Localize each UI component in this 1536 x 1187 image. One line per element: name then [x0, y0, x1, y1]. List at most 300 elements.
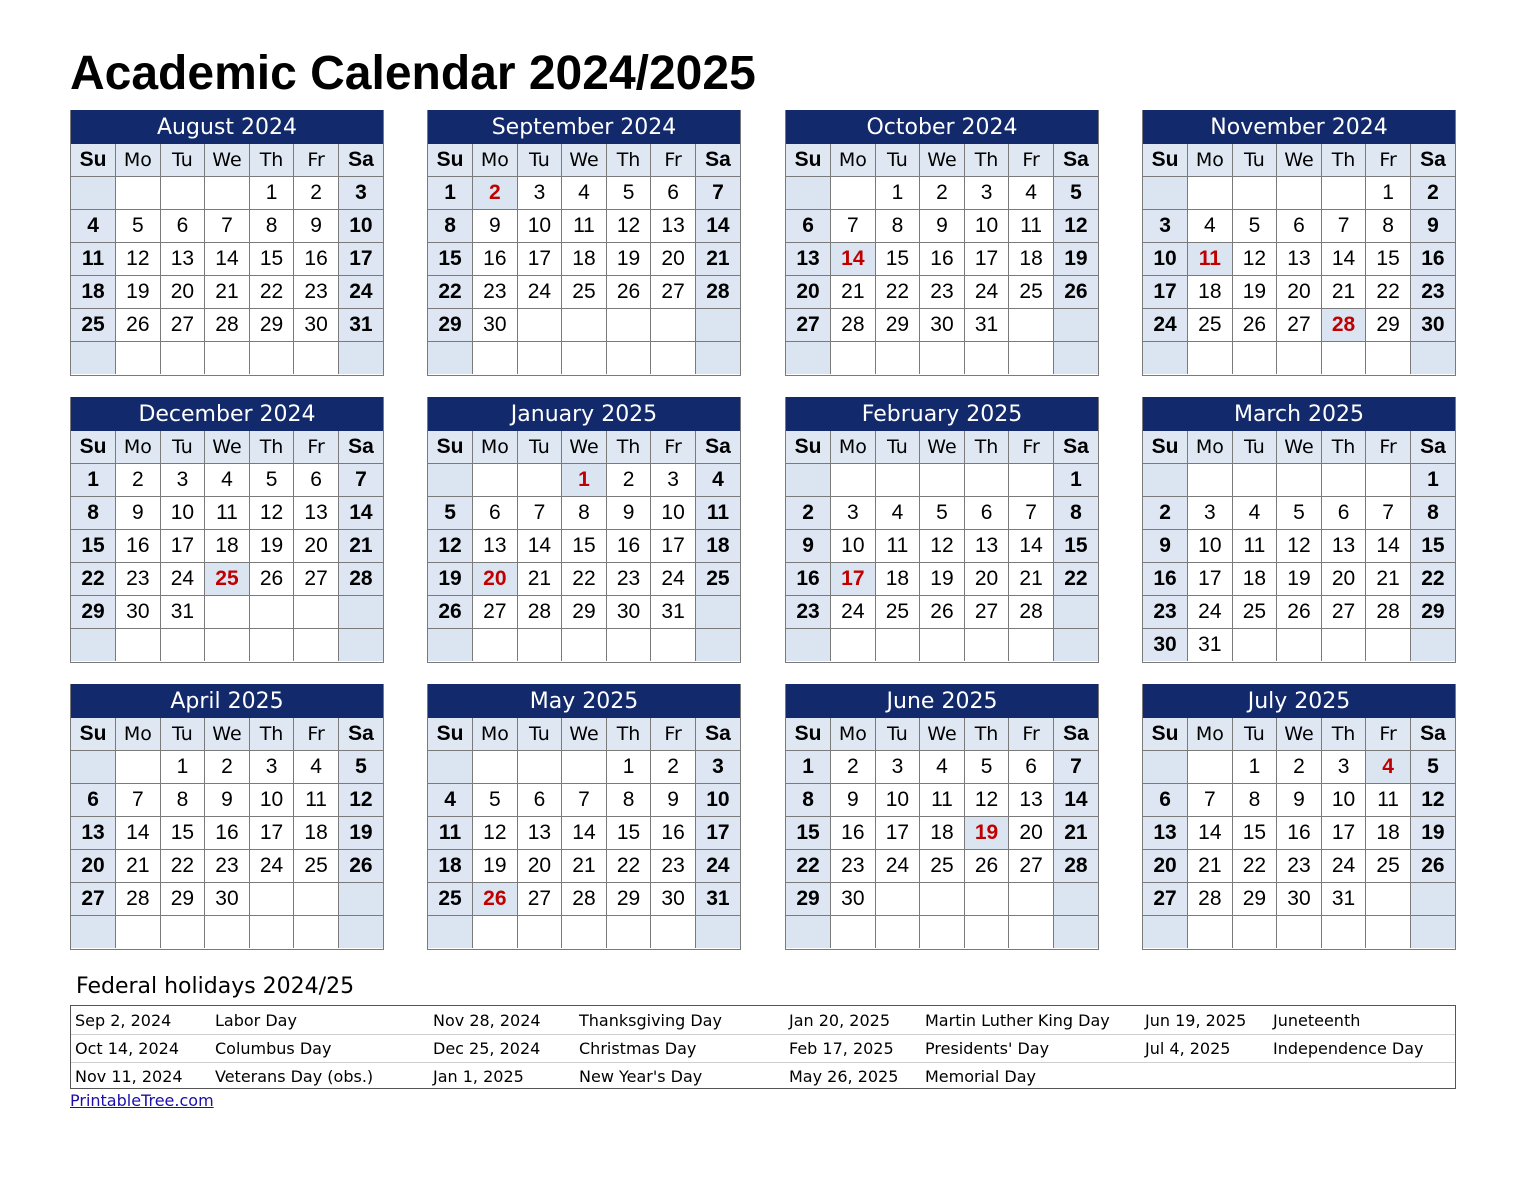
empty-day-cell: [964, 916, 1009, 949]
weekday-header: Tu: [875, 144, 920, 177]
day-cell: 28: [831, 309, 876, 342]
empty-day-cell: [160, 177, 205, 210]
day-cell: 7: [1053, 751, 1098, 784]
day-cell: 2: [920, 177, 965, 210]
day-cell: 15: [606, 817, 651, 850]
day-cell: 18: [562, 243, 607, 276]
day-cell: 25: [294, 850, 339, 883]
empty-day-cell: [1188, 751, 1233, 784]
empty-day-cell: [71, 629, 116, 662]
empty-day-cell: [473, 342, 518, 375]
weekday-header: Th: [964, 718, 1009, 751]
day-cell: 19: [964, 817, 1009, 850]
weekday-header: Fr: [651, 718, 696, 751]
day-cell: 4: [1366, 751, 1411, 784]
day-cell: 19: [1232, 276, 1277, 309]
empty-day-cell: [1321, 177, 1366, 210]
day-cell: 19: [606, 243, 651, 276]
weekday-header: Th: [964, 144, 1009, 177]
day-cell: 3: [249, 751, 294, 784]
holiday-name: Independence Day: [1273, 1039, 1424, 1058]
holiday-column: [789, 1006, 1129, 1090]
day-cell: 22: [606, 850, 651, 883]
empty-day-cell: [160, 629, 205, 662]
day-cell: 4: [1232, 497, 1277, 530]
day-cell: 31: [1321, 883, 1366, 916]
holiday-name: Christmas Day: [579, 1039, 697, 1058]
weekday-header: Fr: [1366, 144, 1411, 177]
day-cell: 28: [1321, 309, 1366, 342]
day-cell: 26: [473, 883, 518, 916]
holiday-date: Jan 20, 2025: [789, 1011, 890, 1030]
day-cell: 2: [651, 751, 696, 784]
day-cell: 17: [338, 243, 383, 276]
day-cell: 11: [1232, 530, 1277, 563]
weekday-header: Tu: [1232, 431, 1277, 464]
weekday-header: We: [562, 718, 607, 751]
day-cell: 4: [875, 497, 920, 530]
day-cell: 16: [920, 243, 965, 276]
day-cell: 5: [606, 177, 651, 210]
day-cell: 28: [1188, 883, 1233, 916]
day-cell: 17: [651, 530, 696, 563]
day-cell: 25: [1009, 276, 1054, 309]
day-cell: 8: [606, 784, 651, 817]
day-cell: 11: [920, 784, 965, 817]
month-title: February 2025: [786, 397, 1098, 431]
weekday-header: We: [1277, 431, 1322, 464]
weekday-header: Su: [786, 144, 831, 177]
empty-day-cell: [1009, 916, 1054, 949]
empty-day-cell: [294, 883, 339, 916]
holiday-name: Labor Day: [215, 1011, 297, 1030]
day-cell: 29: [875, 309, 920, 342]
day-cell: 31: [160, 596, 205, 629]
day-cell: 6: [964, 497, 1009, 530]
empty-day-cell: [1053, 309, 1098, 342]
day-cell: 26: [920, 596, 965, 629]
day-cell: 15: [1410, 530, 1455, 563]
day-cell: 27: [1009, 850, 1054, 883]
day-cell: 28: [1366, 596, 1411, 629]
holiday-name: Thanksgiving Day: [579, 1011, 722, 1030]
empty-day-cell: [249, 342, 294, 375]
month-calendar: [70, 684, 384, 950]
day-cell: 12: [1410, 784, 1455, 817]
weekday-header: Su: [71, 431, 116, 464]
weekday-header: Tu: [517, 144, 562, 177]
day-cell: 20: [71, 850, 116, 883]
day-cell: 8: [1366, 210, 1411, 243]
empty-day-cell: [71, 177, 116, 210]
day-cell: 9: [1143, 530, 1188, 563]
weekday-header: We: [205, 144, 250, 177]
day-cell: 7: [205, 210, 250, 243]
day-cell: 29: [249, 309, 294, 342]
day-cell: 20: [651, 243, 696, 276]
month-calendar: [785, 110, 1099, 376]
day-cell: 20: [160, 276, 205, 309]
day-cell: 18: [875, 563, 920, 596]
day-cell: 13: [160, 243, 205, 276]
weekday-header: We: [1277, 144, 1322, 177]
weekday-header: Mo: [473, 718, 518, 751]
empty-day-cell: [786, 916, 831, 949]
day-cell: 2: [831, 751, 876, 784]
day-cell: 2: [473, 177, 518, 210]
day-cell: 31: [695, 883, 740, 916]
weekday-header: We: [562, 144, 607, 177]
holiday-row: [433, 1006, 773, 1034]
day-cell: 27: [294, 563, 339, 596]
empty-day-cell: [294, 629, 339, 662]
empty-day-cell: [1188, 916, 1233, 949]
weekday-header: Th: [249, 431, 294, 464]
month-title: April 2025: [71, 684, 383, 718]
month-calendar: [1142, 684, 1456, 950]
weekday-header: Mo: [116, 431, 161, 464]
day-cell: 14: [517, 530, 562, 563]
empty-day-cell: [786, 464, 831, 497]
day-cell: 8: [562, 497, 607, 530]
empty-day-cell: [338, 629, 383, 662]
weekday-header: Tu: [160, 431, 205, 464]
day-cell: 12: [1277, 530, 1322, 563]
day-cell: 19: [1053, 243, 1098, 276]
month-title: June 2025: [786, 684, 1098, 718]
weekday-header: Sa: [695, 431, 740, 464]
day-cell: 12: [606, 210, 651, 243]
holidays-table: [70, 1005, 1456, 1089]
day-cell: 2: [606, 464, 651, 497]
day-cell: 5: [428, 497, 473, 530]
day-cell: 22: [1410, 563, 1455, 596]
empty-day-cell: [1053, 916, 1098, 949]
day-cell: 18: [71, 276, 116, 309]
empty-day-cell: [294, 342, 339, 375]
day-cell: 30: [1143, 629, 1188, 662]
day-cell: 26: [1277, 596, 1322, 629]
day-cell: 30: [651, 883, 696, 916]
day-cell: 10: [875, 784, 920, 817]
weekday-header: Su: [71, 144, 116, 177]
day-cell: 1: [71, 464, 116, 497]
day-cell: 1: [1366, 177, 1411, 210]
weekday-header: Mo: [1188, 431, 1233, 464]
empty-day-cell: [160, 916, 205, 949]
day-cell: 26: [1053, 276, 1098, 309]
month-calendar: [427, 397, 741, 663]
day-cell: 24: [249, 850, 294, 883]
day-cell: 17: [1188, 563, 1233, 596]
day-cell: 18: [695, 530, 740, 563]
day-cell: 29: [1232, 883, 1277, 916]
empty-day-cell: [473, 751, 518, 784]
holiday-row: [789, 1006, 1129, 1034]
day-cell: 23: [116, 563, 161, 596]
month-title: December 2024: [71, 397, 383, 431]
day-cell: 25: [1232, 596, 1277, 629]
day-cell: 8: [1410, 497, 1455, 530]
day-cell: 7: [1009, 497, 1054, 530]
day-cell: 17: [964, 243, 1009, 276]
day-cell: 12: [473, 817, 518, 850]
empty-day-cell: [71, 342, 116, 375]
weekday-header: Th: [606, 718, 651, 751]
weekday-header: Fr: [651, 431, 696, 464]
day-cell: 31: [964, 309, 1009, 342]
empty-day-cell: [1366, 883, 1411, 916]
day-cell: 29: [71, 596, 116, 629]
day-cell: 17: [695, 817, 740, 850]
day-cell: 5: [1410, 751, 1455, 784]
day-cell: 15: [249, 243, 294, 276]
empty-day-cell: [1232, 916, 1277, 949]
day-cell: 14: [116, 817, 161, 850]
day-cell: 16: [473, 243, 518, 276]
day-cell: 20: [473, 563, 518, 596]
empty-day-cell: [1143, 464, 1188, 497]
empty-day-cell: [562, 629, 607, 662]
day-cell: 27: [1277, 309, 1322, 342]
empty-day-cell: [517, 916, 562, 949]
empty-day-cell: [1009, 309, 1054, 342]
day-cell: 9: [606, 497, 651, 530]
empty-day-cell: [205, 177, 250, 210]
day-cell: 2: [786, 497, 831, 530]
day-cell: 15: [428, 243, 473, 276]
empty-day-cell: [786, 177, 831, 210]
day-cell: 1: [1410, 464, 1455, 497]
day-cell: 27: [1143, 883, 1188, 916]
day-cell: 22: [1366, 276, 1411, 309]
day-cell: 24: [1188, 596, 1233, 629]
day-cell: 24: [831, 596, 876, 629]
empty-day-cell: [875, 629, 920, 662]
day-cell: 4: [71, 210, 116, 243]
day-cell: 27: [964, 596, 1009, 629]
weekday-header: Su: [1143, 718, 1188, 751]
day-cell: 6: [651, 177, 696, 210]
day-cell: 19: [338, 817, 383, 850]
day-cell: 14: [205, 243, 250, 276]
day-cell: 31: [651, 596, 696, 629]
empty-day-cell: [920, 342, 965, 375]
day-cell: 19: [1410, 817, 1455, 850]
weekday-header: Su: [1143, 431, 1188, 464]
day-cell: 28: [562, 883, 607, 916]
month-calendar: [427, 110, 741, 376]
empty-day-cell: [964, 342, 1009, 375]
day-cell: 28: [205, 309, 250, 342]
day-cell: 29: [160, 883, 205, 916]
day-cell: 15: [160, 817, 205, 850]
holidays-title: Federal holidays 2024/25: [76, 974, 355, 999]
empty-day-cell: [920, 883, 965, 916]
day-cell: 10: [160, 497, 205, 530]
empty-day-cell: [1366, 629, 1411, 662]
empty-day-cell: [651, 916, 696, 949]
day-cell: 14: [831, 243, 876, 276]
day-cell: 12: [964, 784, 1009, 817]
day-cell: 21: [695, 243, 740, 276]
day-cell: 4: [205, 464, 250, 497]
month-calendar: [427, 684, 741, 950]
weekday-header: Fr: [1366, 431, 1411, 464]
weekday-header: Fr: [294, 431, 339, 464]
empty-day-cell: [1232, 464, 1277, 497]
empty-day-cell: [294, 916, 339, 949]
day-cell: 29: [1410, 596, 1455, 629]
holiday-date: Jul 4, 2025: [1145, 1039, 1231, 1058]
day-cell: 21: [116, 850, 161, 883]
day-cell: 8: [71, 497, 116, 530]
day-cell: 29: [786, 883, 831, 916]
weekday-header: Tu: [1232, 144, 1277, 177]
weekday-header: Fr: [1366, 718, 1411, 751]
empty-day-cell: [831, 464, 876, 497]
empty-day-cell: [473, 464, 518, 497]
day-cell: 5: [1232, 210, 1277, 243]
month-calendar: [1142, 110, 1456, 376]
day-cell: 3: [964, 177, 1009, 210]
empty-day-cell: [1321, 464, 1366, 497]
day-cell: 21: [562, 850, 607, 883]
day-cell: 14: [1188, 817, 1233, 850]
day-cell: 6: [71, 784, 116, 817]
day-cell: 25: [71, 309, 116, 342]
day-cell: 21: [1188, 850, 1233, 883]
day-cell: 22: [1053, 563, 1098, 596]
day-cell: 15: [1366, 243, 1411, 276]
day-cell: 16: [294, 243, 339, 276]
empty-day-cell: [1143, 751, 1188, 784]
day-cell: 27: [71, 883, 116, 916]
day-cell: 7: [1321, 210, 1366, 243]
day-cell: 4: [428, 784, 473, 817]
day-cell: 25: [875, 596, 920, 629]
weekday-header: Th: [606, 431, 651, 464]
holiday-row: [75, 1034, 415, 1062]
empty-day-cell: [695, 596, 740, 629]
day-cell: 16: [1277, 817, 1322, 850]
weekday-header: Tu: [875, 718, 920, 751]
empty-day-cell: [249, 596, 294, 629]
empty-day-cell: [517, 751, 562, 784]
empty-day-cell: [964, 464, 1009, 497]
day-cell: 21: [831, 276, 876, 309]
day-cell: 19: [428, 563, 473, 596]
day-cell: 28: [695, 276, 740, 309]
day-cell: 3: [831, 497, 876, 530]
day-cell: 16: [606, 530, 651, 563]
day-cell: 26: [606, 276, 651, 309]
day-cell: 28: [1053, 850, 1098, 883]
day-cell: 20: [964, 563, 1009, 596]
day-cell: 13: [964, 530, 1009, 563]
day-cell: 12: [1232, 243, 1277, 276]
day-cell: 10: [338, 210, 383, 243]
day-cell: 22: [1232, 850, 1277, 883]
empty-day-cell: [875, 916, 920, 949]
empty-day-cell: [786, 342, 831, 375]
day-cell: 17: [1143, 276, 1188, 309]
day-cell: 20: [1321, 563, 1366, 596]
day-cell: 27: [786, 309, 831, 342]
month-title: October 2024: [786, 110, 1098, 144]
day-cell: 4: [1009, 177, 1054, 210]
day-cell: 15: [875, 243, 920, 276]
day-cell: 27: [1321, 596, 1366, 629]
day-cell: 14: [1053, 784, 1098, 817]
empty-day-cell: [1321, 629, 1366, 662]
holiday-row: [433, 1034, 773, 1062]
empty-day-cell: [695, 342, 740, 375]
empty-day-cell: [116, 629, 161, 662]
empty-day-cell: [1053, 883, 1098, 916]
empty-day-cell: [1053, 629, 1098, 662]
day-cell: 6: [473, 497, 518, 530]
month-calendar: [785, 684, 1099, 950]
empty-day-cell: [651, 342, 696, 375]
weekday-header: Sa: [338, 431, 383, 464]
day-cell: 22: [562, 563, 607, 596]
weekday-header: Sa: [695, 718, 740, 751]
month-calendar: [785, 397, 1099, 663]
day-cell: 13: [473, 530, 518, 563]
day-cell: 29: [428, 309, 473, 342]
empty-day-cell: [1277, 629, 1322, 662]
weekday-header: Mo: [831, 431, 876, 464]
weekday-header: Mo: [1188, 144, 1233, 177]
weekday-header: Sa: [1410, 144, 1455, 177]
empty-day-cell: [1277, 177, 1322, 210]
day-cell: 15: [1053, 530, 1098, 563]
empty-day-cell: [428, 464, 473, 497]
weekday-header: Tu: [517, 431, 562, 464]
day-cell: 11: [1188, 243, 1233, 276]
day-cell: 7: [116, 784, 161, 817]
weekday-header: We: [920, 718, 965, 751]
weekday-header: Su: [71, 718, 116, 751]
weekday-header: Th: [1321, 144, 1366, 177]
empty-day-cell: [1232, 342, 1277, 375]
day-cell: 24: [1143, 309, 1188, 342]
empty-day-cell: [338, 916, 383, 949]
day-cell: 27: [517, 883, 562, 916]
empty-day-cell: [1009, 629, 1054, 662]
day-cell: 22: [249, 276, 294, 309]
holiday-name: Memorial Day: [925, 1067, 1036, 1086]
day-cell: 15: [786, 817, 831, 850]
holiday-row: [75, 1062, 415, 1090]
empty-day-cell: [71, 916, 116, 949]
day-cell: 20: [1277, 276, 1322, 309]
empty-day-cell: [695, 309, 740, 342]
source-link[interactable]: PrintableTree.com: [70, 1091, 214, 1110]
day-cell: 4: [562, 177, 607, 210]
day-cell: 25: [1188, 309, 1233, 342]
day-cell: 13: [1009, 784, 1054, 817]
day-cell: 23: [1143, 596, 1188, 629]
month-title: August 2024: [71, 110, 383, 144]
day-cell: 12: [920, 530, 965, 563]
day-cell: 13: [786, 243, 831, 276]
empty-day-cell: [831, 916, 876, 949]
day-cell: 10: [651, 497, 696, 530]
day-cell: 16: [651, 817, 696, 850]
day-cell: 16: [1410, 243, 1455, 276]
